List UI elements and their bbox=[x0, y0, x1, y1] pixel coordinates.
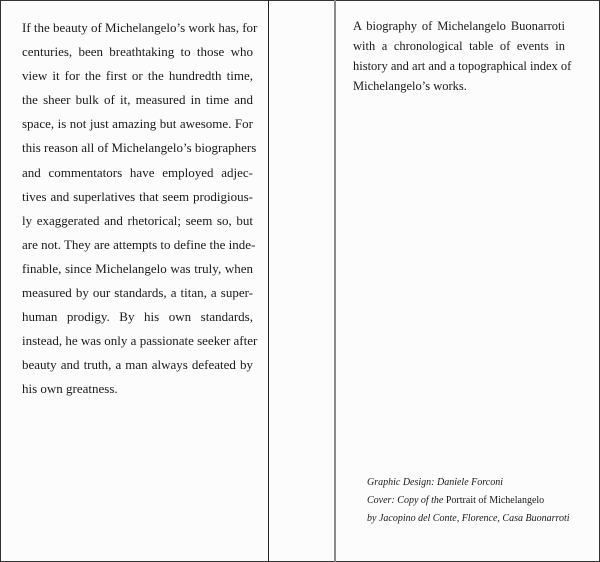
text-line: and commentators have employed adjec- bbox=[22, 164, 253, 180]
text-line: history and art and a topographical index of bbox=[353, 59, 572, 73]
text-line: the sheer bulk of it, measured in time and bbox=[22, 92, 253, 108]
text-line: his own greatness. bbox=[22, 381, 118, 397]
design-credit: Graphic Design: Daniele Forconi bbox=[367, 477, 503, 488]
text-line: Michelangelo’s works. bbox=[353, 79, 467, 93]
cover-title: Portrait of Michelangelo bbox=[445, 495, 545, 506]
text-line: with a chronological table of events in bbox=[353, 39, 565, 53]
text-line: measured by our standards, a titan, a super- bbox=[22, 285, 253, 301]
text-line: If the beauty of Michelangelo’s work has, for bbox=[22, 20, 258, 35]
left-flap-text bbox=[22, 16, 258, 402]
text-line: are not. They are attempts to define the inde- bbox=[22, 236, 256, 252]
text-line: instead, he was only a passionate seeker after bbox=[22, 333, 258, 349]
cover-source: by Jacopino del Conte, Florence, Casa Buonarroti bbox=[367, 513, 570, 524]
text-line: view it for the first or the hundredth time, bbox=[22, 68, 253, 84]
fold-line-left bbox=[268, 0, 269, 562]
fold-line-right bbox=[334, 0, 336, 562]
text-line: finable, since Michelangelo was truly, when bbox=[22, 260, 253, 276]
right-flap-description bbox=[353, 16, 572, 96]
text-line: tives and superlatives that seem prodigious- bbox=[22, 188, 253, 204]
credits bbox=[367, 474, 597, 528]
text-line: beauty and truth, a man always defeated by bbox=[22, 357, 253, 373]
text-line: space, is not just amazing but awesome. For bbox=[22, 116, 253, 132]
text-line: this reason all of Michelangelo’s biographers bbox=[22, 140, 257, 156]
text-line: ly exaggerated and rhetorical; seem so, but bbox=[22, 212, 253, 228]
text-line: A biography of Michelangelo Buonarroti bbox=[353, 19, 565, 33]
text-line: centuries, been breathtaking to those who bbox=[22, 44, 253, 60]
cover-credit-prefix: Cover: Copy of the bbox=[367, 495, 444, 506]
text-line: human prodigy. By his own standards, bbox=[22, 309, 253, 325]
